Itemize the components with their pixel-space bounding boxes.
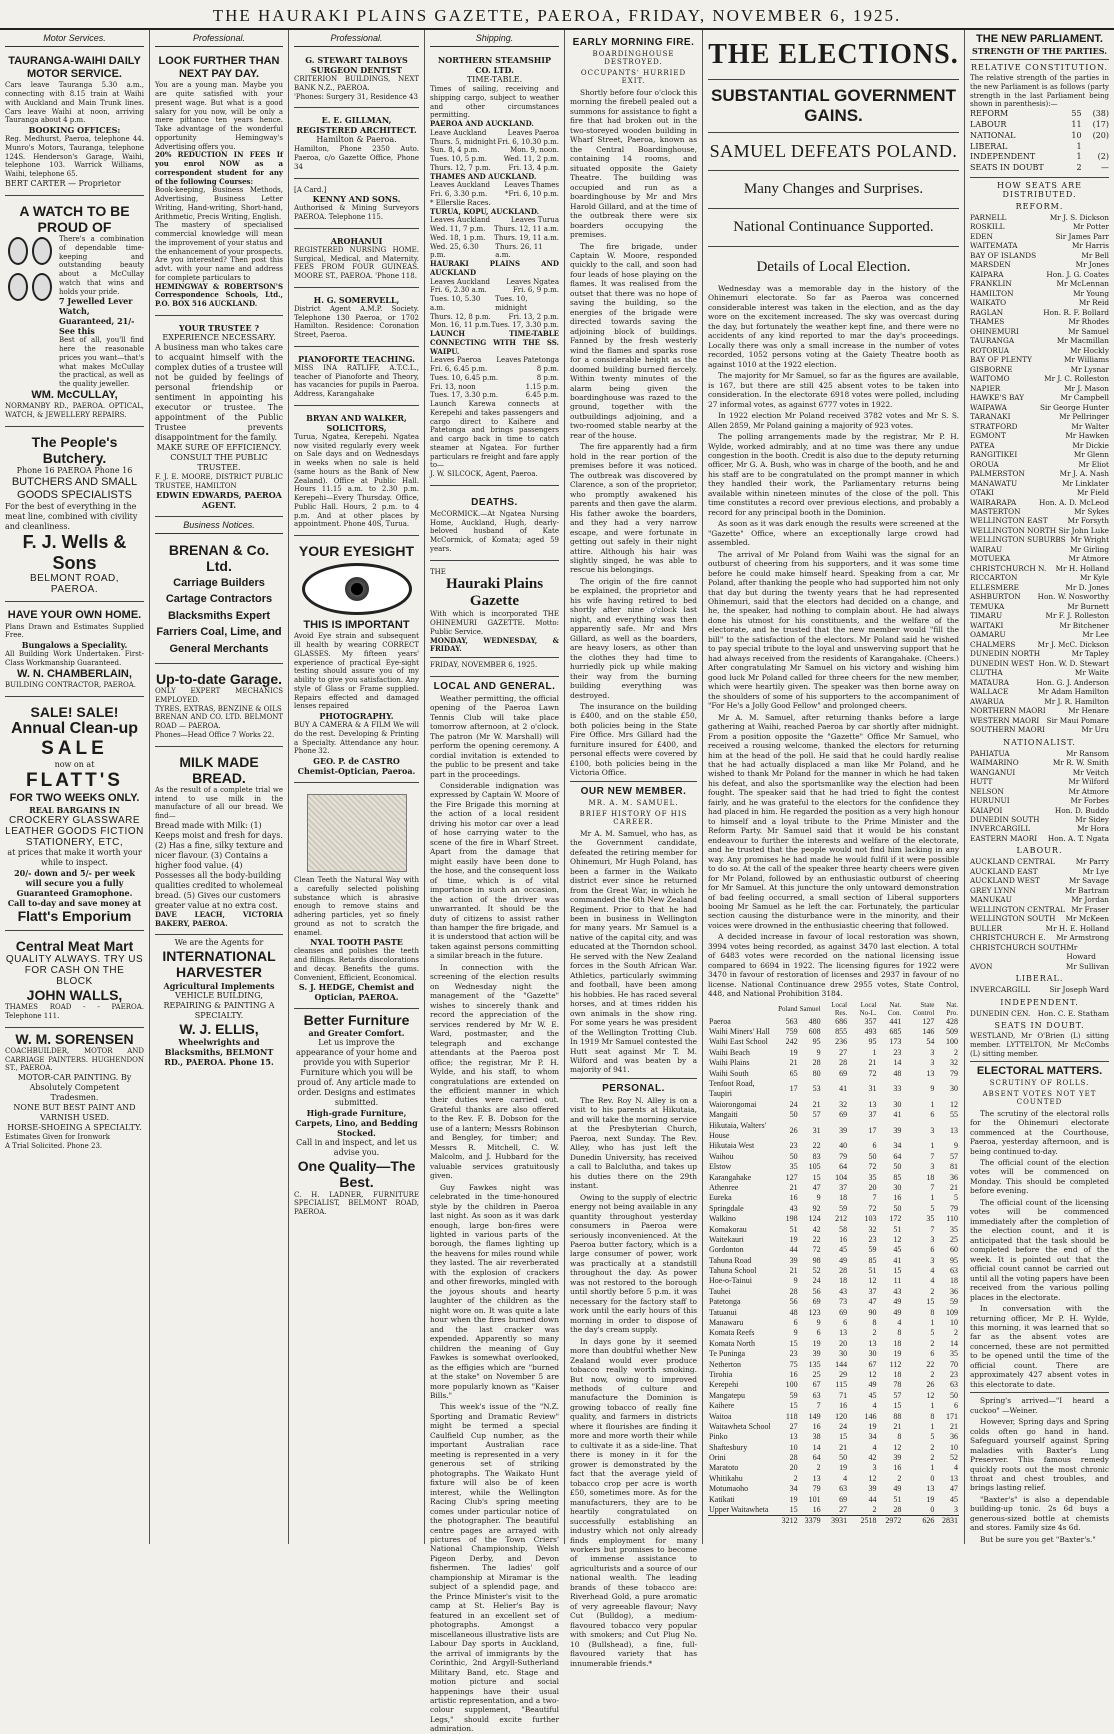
seat-row: ROTORUA Mr Hockly xyxy=(970,345,1109,355)
nationalist-seats xyxy=(970,749,1109,844)
column-professional-b xyxy=(289,30,425,1544)
seat-row: OROUA Mr Eliot xyxy=(970,459,1109,469)
article-personal: PERSONAL. The Rev. Roy N. Alley is on a visit to his parents at Hikutaia, and will take the morning service at the Presbyterian Church, Paeroa, next Sunday. The Rev. Alley, who has just left the Dunedin University, has received a call to Balclutha, and takes up his duties there on the 29th instant. Owing to the supply of electric energy not being available in any quantity throughout yesterday consumers in Paeroa were seriously inconvenienced. At the Paeroa butter factory, which is a large consumer of power, work was practically at a standstill throughout the day. As power was not restored to the borough until shortly before 5 p.m. it was necessary for the factory staff to work until the early hours of this morning in order to dispose of the day's cream supply. In days gone by it seemed more than doubtful whether New Zealand would ever produce tobacco really worth smoking. But now, owing to improved methods of culture and manufacture the Dominion is growing tobacco of really fine quality, and farmers in districts where it flourishes are finding it more and more worth their while to cultivate it as a side-line. That there is money in it for the grower is demonstrated by the fact that the average yield of tobacco crop per acre is worth £50, sometimes more. As for the manufacturers, they are to be heartily congratulated on successfully establishing an industry which not only already finds employment for many workers but promises to become of immense assistance to agriculturists and a source of our national wealth. The leading brands of these tobacco are: Riverhead Gold, a pure aromatic of very agreeable flavour; Navy Cut (Bulldog), a medium-flavoured tobacco very popular with smokers; and Cut Plug No. 10 (Bullshead), a fine, full-flavoured variety that has innumerable friends.* xyxy=(570,1082,697,1668)
seat-row: RICCARTON Mr Kyle xyxy=(970,573,1109,583)
seat-row: OAMARU Mr Lee xyxy=(970,630,1109,640)
timetable-turua xyxy=(430,216,559,260)
timetable-row: Wed. 11, 7 p.m. Thurs. 12, 11 a.m. xyxy=(430,225,559,233)
table-row: Springdale 43 92 59 72 50 5 79 xyxy=(709,1203,958,1213)
seat-row: AUCKLAND CENTRAL Mr Parry xyxy=(970,857,1109,867)
seat-row: TEMUKA Mr Burnett xyxy=(970,601,1109,611)
ad-ellis: We are the Agents for INTERNATIONAL HARVESTER Agricultural Implements VEHICLE BUILDING, REPAIRING & PAINTING A SPECIALTY. W. J. ELLIS, Wheelwrights and Blacksmiths, BELMONT RD., PAEROA. Phone 15. xyxy=(162,938,276,1067)
seat-row: HUTT Mr Wilford xyxy=(970,777,1109,787)
deaths-notice: DEATHS. McCORMICK.—At Ngatea Nursing Home, Auckland, Hugh, dearly-beloved husband of Kate McCormick, of Komata; aged 59 years. xyxy=(430,489,559,561)
seat-row: STRATFORD Mr Walter xyxy=(970,421,1109,431)
seat-row: BAY OF PLENTY Mr Williams xyxy=(970,355,1109,365)
seat-row: EASTERN MAORI Hon. A. T. Ngata xyxy=(970,833,1109,843)
ad-chamberlain: HAVE YOUR OWN HOME. Plans Drawn and Estimates Supplied Free. Bungalows a Speciality. All Building Work Undertaken. First-Class Workmanship Guaranteed. W. N. CHAMBERLAIN, BUILDING CONTRACTOR, PAEROA. xyxy=(5,605,144,696)
timetable-row: Fri. 6, 6.45 p.m. 8 p.m. xyxy=(430,365,559,373)
ad-eyesight: YOUR EYESIGHT THIS IS IMPORTANT Avoid Eye strain and subsequent ill health by wearing CORRECT GLASSES. My fifteen years' experience of practical Eye-sight testing should assure you of my ability to give you satisfaction. Any style of Glass or Frame supplied. Repairs effected and damaged lenses repaired PHOTOGRAPHY. BUY A CAMERA & A FILM We will do the rest. Developing & Printing a Specialty. Attendance any hour. Phone 32. GEO. P. de CASTRO Chemist-Optician, Paeroa. xyxy=(294,539,419,783)
ad-central-meat-mart: Central Meat Mart QUALITY ALWAYS. TRY US FOR CASH ON THE BLOCK JOHN WALLS, THAMES ROAD - - PAEROA. Telephone 111. xyxy=(5,934,144,1028)
seat-row: WAIKATO Mr Reid xyxy=(970,298,1109,308)
table-header: State Control xyxy=(912,1000,935,1017)
seat-row: WAITEMATA Mr Harris xyxy=(970,241,1109,251)
seat-row: WELLINGTON NORTH Sir John Luke xyxy=(970,525,1109,535)
seat-row: AUCKLAND WEST Mr Savage xyxy=(970,876,1109,886)
column-header: Professional. xyxy=(294,33,419,47)
table-row: Mangaiti 50 57 69 37 41 6 55 xyxy=(709,1110,958,1120)
party-strength-row: SEATS IN DOUBT 2 — xyxy=(970,163,1109,173)
ad-gillman: E. E. GILLMAN, REGISTERED ARCHITECT. Hamilton & Paeroa. Hamilton, Phone 2350 Auto. Paeroa, c/o Gazette Office, Phone 34 xyxy=(294,111,419,178)
seat-row: MASTERTON Mr Sykes xyxy=(970,506,1109,516)
table-row: Komata North 15 19 20 13 18 2 14 xyxy=(709,1338,958,1348)
table-row: Tirohia 16 25 29 12 18 2 23 xyxy=(709,1369,958,1379)
headline: SAMUEL DEFEATS POLAND. xyxy=(708,133,959,171)
table-row: Tenfoot Road, Taupiri 17 53 41 31 33 9 30 xyxy=(709,1079,958,1099)
seat-row: WESTERN MAORI Sir Maui Pomare xyxy=(970,715,1109,725)
seat-row: NAPIER Mr J. Mason xyxy=(970,383,1109,393)
ad-flatts-sale: SALE! SALE! Annual Clean-up SALE now on at FLATT'S FOR TWO WEEKS ONLY. REAL BARGAINS IN CROCKERY GLASSWARE LEATHER GOODS FICTION STATIONERY, ETC, at prices that make it worth your while to inspect. 20/- down and 5/- per week will secure you a fully Guaranteed Gramophone. Call to-day and save money at Flatt's Emporium xyxy=(5,700,144,931)
table-row: 3212 3379 3931 2518 2972 626 2831 xyxy=(708,1516,959,1527)
ad-ladner-furniture: Better Furniture and Greater Comfort. Let us improve the appearance of your home and provide you with Superior Furniture which you will be proud of. Any article made to order. Designs and estimates submitted. High-grade Furniture, Carpets, Lino, and Bedding Stocked. Call in and inspect, and let us advise you. One Quality—The Best. C. H. LADNER, FURNITURE SPECIALIST, BELMONT ROAD, PAEROA. xyxy=(294,1012,419,1217)
table-row: Elstow 35 105 64 72 50 3 81 xyxy=(709,1162,958,1172)
seat-row: CHRISTCHURCH N. Mr H. Holland xyxy=(970,563,1109,573)
table-header: Poland xyxy=(778,1004,798,1013)
column-header: Professional. xyxy=(155,33,283,47)
newspaper-page xyxy=(0,30,1114,1734)
column-elections: THE ELECTIONS. SUBSTANTIAL GOVERNMENT GAINS. SAMUEL DEFEATS POLAND. Many Changes and Surprises. National Continuance Supported. Details of Local Election. Wednesday was a memorable day in the history of the Ohinemuri electorate. So far as Paeroa was concerned considerable interest was taken in the election, and as the day wore on the excitement increased. The sky was overcast during the day, but fortunately the weather kept fine, and there were no accidents of any kind reported to mar the day's proceedings. Locally there was only a small increase in the number of votes recorded, 1052 persons voting at the Gaiety Theatre booth as against 1010 at the 1922 election. The majority for Mr Samuel, so far as the figures are available, is 167, but there are still 425 absent votes to be taken into consideration. In the electorate 6918 votes were polled, including 27 informal votes, as against 6777 votes in 1922. In 1922 election Mr Poland received 3782 votes and Mr S. S. Allen 2859, Mr Poland gaining a majority of 923 votes. The polling arrangements made by the registrar, Mr P. H. Wylde, worked admirably, and at no time was there any undue congestion in the booth. Credit is also due to the deputy returning officer, Mr G. A. Bush, who was in charge of the booth, and he and his staff are to be congratulated on the prompt manner in which they handled their work, the Parliamentary returns being available within nineteen minutes of the close of the poll. This time constitutes a record over previous elections, and probably a record for any principal booth in the Dominion. As soon as it was dark enough the results were screened at the "Gazette" Office, where an exceptionally large crowd had assembled. The arrival of Mr Poland from Waihi was the signal for an outburst of cheering from his supporters, and it was some time before he could make himself heard. Speaking from a car, Mr Poland, after thanking the people who had supported him not only that day but during the twenty years that he had represented Ohinemuri, said that the electors had decided on a change, and he, the speaker, had nothing to complain about. He had always done his utmost for his constituents, and the welfare of the electorate, and he trusted that the new member would "fill the bill" to the satisfaction of the electors. Mr Poland said he wished to pay special tribute to the loyal and unswerving support that he had always received from the residents of Karangahake. (Cheers.) After congratulating Mr Samuel on his victory and wishing him good luck Mr Poland called for three cheers for the new member, which were heartily given. The speaker was then borne away on the shoulders of some of his supporters to the accompaniment of "For He's a Jolly Good Fellow" and prolonged cheers. Mr A. M. Samuel, after returning thanks before a large gathering at Waihi, reached Paeroa by car shortly after midnight. From a position opposite the "Gazette" Office Mr Samuel, who received a rousing welcome, thanked the electors for returning him at the head of the poll. He said that he could hardly realise that he had actually displaced a man like Mr Poland, and he wished to thank Mr Poland for the manner in which he had taken his defeat, and also the sportsmanlike way the election had been fought. The speaker said that he had tried to fight the contest fairly, and he was grateful to the electors for the confidence they had placed in him. He regarded the position as a very high honour to himself and a loyal tribute to the Prime Minister and the Reform Party. Mr Samuel said that it would be his constant endeavour to further the interests and welfare of the electorate, and he trusted that the people would not find him lacking in any way. Any promises he had made he would fulfil if it were possible to do so. At the call of the speaker three hearty cheers were given for Mr Poland, followed by an enthusiastic outburst of cheering for Mr Samuel. At this juncture the only untoward demonstration of bad feeling occurred, a small section of Liberal supporters booing Mr Samuel as he left the car. Fortunately, the particular section causing the disturbance were in the minority, and their voices were drowned in the enthusiastic cheering that followed. A decided increase in favour of local restoration was shown, 3994 votes being recorded, as against 3470 last election. A total of 6483 votes were recorded on the national licensing issue compared to 6694 in 1922. The licensing figures for 1922 were 3470 in favour of restoration of licenses and 2937 in favour of no license. National Continuance drew 2955 votes, State Control, 448, and National Prohibition 3184. Poland Samuel Local Res. Local No-L. Nat. Con. State Control Nat. Pro. Paeroa 563 480 686 357 441 127 428 Waihi Miners' Hall 759 608 855 493 685 146 509 Waihi East School 242 95 236 95 173 54 100 Waihi Beach 19 9 27 1 23 3 2 Waihi Plains 21 28 28 21 14 3 32 Waihi South 65 80 69 72 48 13 79 Tenfoot Road, Taupiri 17 53 41 31 33 9 30 Waiorongomai 24 21 32 13 30 1 12 Mangaiti 50 57 69 37 41 6 55 Hikutaia, Walters' House 26 31 39 17 39 3 13 Hikutaia West 23 22 40 6 34 1 9 Waihou 50 83 79 50 64 7 57 Elstow 35 105 64 72 50 3 81 Karangahake 127 15 104 35 85 18 36 Athenree 21 47 37 20 30 7 21 Eureka 16 9 18 7 16 1 5 Springdale 43 92 59 72 50 5 79 Walkino 198 124 212 103 172 35 110 Komakorau 51 42 58 32 51 7 35 Waitekauri 19 22 16 23 12 3 25 Gordonton 44 72 45 59 45 6 60 Tahuna Road 39 98 49 85 41 3 95 Tahuna School 21 52 28 51 15 4 63 Hoe-o-Tainui 9 24 18 12 11 4 18 Tauhei 28 56 43 37 43 2 36 Patetonga 56 69 73 47 49 15 59 Tatuanui 48 123 69 90 49 8 109 Manawaru 6 9 6 8 4 1 10 Komata Reefs 9 6 13 2 8 5 2 Komata North 15 19 20 13 18 2 14 Te Puninga 23 39 30 30 19 6 35 Netherton 75 135 144 67 112 22 70 Tirohia 16 25 29 12 18 2 23 Kerepehi 100 67 115 49 78 26 63 Mangatepu 59 63 71 45 57 12 50 Kaihere 15 7 16 4 15 1 6 Waitoa 118 149 120 146 88 8 171 Waitawheta School 27 16 24 19 21 1 21 Pinko 13 38 15 34 8 5 36 Shaftesbury 10 14 21 4 12 2 10 Orini 28 64 50 42 39 2 52 Maratoto 20 2 19 3 16 1 4 Whitikahu 2 13 4 12 2 0 13 Motumaoho 34 79 63 39 49 13 47 Katikati 19 101 69 44 51 19 45 Upper Waitawheta 15 16 27 2 28 0 3 3212 3379 3931 2518 2972 626 2831 xyxy=(703,30,965,1544)
election-results-table xyxy=(708,1001,959,1527)
timetable-row: Sun. 8, 4 p.m. Mon. 9, noon. xyxy=(430,146,559,155)
man-brushing-teeth-illustration xyxy=(307,794,407,872)
seat-row: BAY OF ISLANDS Mr Bell xyxy=(970,250,1109,260)
table-row: Komata Reefs 9 6 13 2 8 5 2 xyxy=(709,1328,958,1338)
table-row: Hoe-o-Tainui 9 24 18 12 11 4 18 xyxy=(709,1276,958,1286)
watch-icon xyxy=(32,237,52,265)
table-row: Walkino 198 124 212 103 172 35 110 xyxy=(709,1214,958,1224)
page-title: THE ELECTIONS. xyxy=(708,33,959,80)
ad-nyal-toothpaste: Clean Teeth the Natural Way with a carefully selected polishing substance which is abrasive enough to remove stains and adhering particles, yet so finely ground as not to scratch the enamel. NYAL TOOTH PASTE cleanses and polishes the teeth and fillings. Retards discolorations and decay. Benefits the gums. Convenient, Efficient, Economical. S. J. HEDGE, Chemist and Optician, PAEROA. xyxy=(294,786,419,1009)
seat-row: WAIMARINO Mr R. W. Smith xyxy=(970,758,1109,768)
table-row: Waiorongomai 24 21 32 13 30 1 12 xyxy=(709,1099,958,1109)
table-row: Hikutaia West 23 22 40 6 34 1 9 xyxy=(709,1141,958,1151)
column-header: Shipping. xyxy=(430,33,559,47)
column-shipping-local xyxy=(425,30,565,1734)
table-row: Patetonga 56 69 73 47 49 15 59 xyxy=(709,1297,958,1307)
ad-sorensen: W. M. SORENSEN COACHBUILDER, MOTOR AND CARRIAGE PAINTERS. HUGHENDON ST., PAEROA. MOTOR-CAR PAINTING. By Absolutely Competent Tradesmen. NONE BUT BEST PAINT AND VARNISH USED. HORSE-SHOEING A SPECIALTY. Estimates Given for Ironwork A Trial Solicited. Phone 23. xyxy=(5,1030,144,1150)
seat-row: ASHBURTON Hon. W. Nosworthy xyxy=(970,592,1109,602)
table-row: Gordonton 44 72 45 59 45 6 60 xyxy=(709,1245,958,1255)
table-row: Kerepehi 100 67 115 49 78 26 63 xyxy=(709,1380,958,1390)
ad-bryan-walker: BRYAN AND WALKER, SOLICITORS, Turua, Ngatea, Kerepehi. Ngatea now visited regularly every week on Sale days and on Wednesdays in weeks when no sale is held (same hours as the Bank of New Zealand). Office at Public Hall. Hours 11.15 a.m. to 2.30 p.m. Kerepehi—Every Thursday. Office, Public Hall. Hours, 2 p.m. to 4 p.m. And at other places by appointment. Phone 40S, Turua. xyxy=(294,409,419,536)
table-row: Tauhei 28 56 43 37 43 2 36 xyxy=(709,1286,958,1296)
seat-row: TAURANGA Mr Macmillan xyxy=(970,336,1109,346)
timetable-row: Thurs. 12, 8 p.m. Fri. 13, 2 p.m. xyxy=(430,312,559,321)
seat-row: RANGITIKEI Mr Glenn xyxy=(970,450,1109,460)
table-row: Karangahake 127 15 104 35 85 18 36 xyxy=(709,1172,958,1182)
column-motor-services xyxy=(0,30,150,1544)
table-row: Tahuna School 21 52 28 51 15 4 63 xyxy=(709,1266,958,1276)
seat-row: HAWKE'S BAY Mr Campbell xyxy=(970,393,1109,403)
watch-icon xyxy=(8,273,28,301)
seat-row: WAIPAWA Sir George Hunter xyxy=(970,402,1109,412)
table-row: Waitekauri 19 22 16 23 12 3 25 xyxy=(709,1234,958,1244)
column-professional-a xyxy=(150,30,289,1544)
article-fire: EARLY MORNING FIRE. BOARDINGHOUSE DESTROYED. OCCUPANTS' HURRIED EXIT. Shortly before four o'clock this morning the firebell pealed out a summons for assistance to fight a fire that had broken out in the two-storeyed wooden building in Wharf Street, Paeroa, known as the Central Boardinghouse, containing 14 rooms, and situated opposite the Gaiety Theatre. The building was occupied and run as a boardinghouse by Mr and Mrs Harold Gillard, and at the time of the outbreak there were six boarders occupying the premises. The fire brigade, under Captain W. Moore, responded quickly to the call, and soon had four leads of hose playing on the flames. It was realised from the outset that there was no hope of saving the building, so the energies of the brigade were directed towards saving the adjoining block of buildings. Fanned by the fresh westerly wind the flames and sparks rose for a considerable height as the doomed building burned fiercely. Within twenty minutes of the alarm being given the boardinghouse was razed to the ground, together with the outbuildings adjoining, and a two-roomed stable nearby at the rear of the house. The fire apparently had a firm hold in the rear portion of the premises before it was noticed. The outbreak was discovered by Clarence, a son of the proprietor, who promptly awakened his parents and then gave the alarm. His father awoke the boarders, and they had a very narrow escape, and were fortunate in getting out safely in their night attire. Although his hair was slightly singed, he was able to rescue his belongings. The origin of the fire cannot be explained, the proprietor and his wife having retired to bed shortly after nine o'clock last night, and everything was then apparently safe. Mr and Mrs Gillard, as well as the boarders, are heavy losers, as other than the clothes they had time to hurriedly pick up while making their way from the burning building everything was destroyed. The insurance on the building is £400, and on the stable £50, both policies being in the State Fire Office. Mrs Gillard had the furniture insured for £400, and personal effects were covered by £100, both policies being in the Victoria Office. xyxy=(570,37,697,778)
ad-garage: Up-to-date Garage. ONLY EXPERT MECHANICS EMPLOYED. TYRES, EXTRAS, BENZINE & OILS BRENAN AND CO. LTD. BELMONT ROAD — PAEROA. Phones—Head Office 7 Works 22. xyxy=(155,667,283,747)
seat-row: EDEN Sir James Parr xyxy=(970,231,1109,241)
eye-illustration xyxy=(302,563,412,615)
seat-row: KAIAPOI Hon. D. Buddo xyxy=(970,805,1109,815)
table-row: Tatuanui 48 123 69 90 49 8 109 xyxy=(709,1307,958,1317)
timetable-row: Thurs. 12, 7 p.m. Fri. 13, 4 p.m. xyxy=(430,163,559,172)
table-row: Kaihere 15 7 16 4 15 1 6 xyxy=(709,1401,958,1411)
seat-row: MARSDEN Mr Jones xyxy=(970,260,1109,270)
table-row: Orini 28 64 50 42 39 2 52 xyxy=(709,1453,958,1463)
timetable-row: Leaves Auckland Leaves Thames xyxy=(430,181,559,190)
timetable-row: Fri. 6, 2.30 a.m. Fri. 6, 9 p.m. xyxy=(430,286,559,295)
ad-pianoforte: PIANOFORTE TEACHING. MISS INA RATLIFF, A.T.C.L., teacher of Pianoforte and Theory, has vacancies for pupils in Paeroa. Address, Karangahake xyxy=(294,350,419,406)
seat-row: PATEA Mr Dickie xyxy=(970,440,1109,450)
seat-row: CLUTHA Mr Waite xyxy=(970,668,1109,678)
table-row: Waihi Miners' Hall 759 608 855 493 685 146 509 xyxy=(709,1027,958,1037)
watch-illustration xyxy=(5,235,55,389)
seat-row: HAMILTON Mr Young xyxy=(970,288,1109,298)
table-row: Tahuna Road 39 98 49 85 41 3 95 xyxy=(709,1255,958,1265)
table-row: Waihi South 65 80 69 72 48 13 79 xyxy=(709,1068,958,1078)
timetable-row: Thurs. 5, midnight Fri. 6, 10.30 p.m. xyxy=(430,137,559,146)
seat-row: PAHIATUA Mr Ransom xyxy=(970,748,1109,758)
party-strength-row: LABOUR 11 (17) xyxy=(970,119,1109,129)
seat-row: DUNEDIN CEN. Hon. C. E. Statham xyxy=(970,1008,1109,1018)
table-header: Local No-L. xyxy=(859,1000,877,1017)
section-title: ELECTORAL MATTERS. xyxy=(976,1065,1103,1078)
seat-row: BULLER Mr H. E. Holland xyxy=(970,923,1109,933)
independent-seats xyxy=(970,1009,1109,1018)
column-header: Motor Services. xyxy=(5,33,144,47)
seat-row: WAIRAU Mr Girling xyxy=(970,544,1109,554)
seat-row: EGMONT Mr Hawken xyxy=(970,431,1109,441)
seat-row: PARNELL Mr J. S. Dickson xyxy=(970,212,1109,222)
table-row: Waihi Plains 21 28 28 21 14 3 32 xyxy=(709,1058,958,1068)
headline: National Continuance Supported. xyxy=(708,209,959,247)
seat-row: FRANKLIN Mr McLennan xyxy=(970,279,1109,289)
ad-somervell: H. G. SOMERVELL, District Agent A.M.P. Society. Telephone 130 Paeroa, or 1702 Hamilton. Residence: Coronation Street, Paeroa. xyxy=(294,291,419,347)
timetable-row: Leave Auckland Leaves Paeroa xyxy=(430,128,559,137)
watch-icon xyxy=(32,273,52,301)
table-header: Nat. Pro. xyxy=(946,1000,958,1017)
seat-row: WELLINGTON SUBURBS Mr Wright xyxy=(970,535,1109,545)
seat-row: INVERCARGILL Sir Joseph Ward xyxy=(970,985,1109,995)
seat-row: WELLINGTON SOUTH Mr McKeen xyxy=(970,914,1109,924)
article-local-and-general: LOCAL AND GENERAL. Weather permitting, the official opening of the Paeroa Lawn Tennis Club will take place tomorrow afternoon, at 2 o'clock. The patron (Mr W. Marshall) will perform the opening ceremony. A cordial invitation is extended to the public to be present and take part in the proceedings. Considerable indignation was expressed by Captain W. Moore of the Fire Brigade this morning at the action of a local resident driving his motor car over a lead of hose carrying water to the scene of the fire in Wharf Street. Apart from the damage that might easily have been done to the hose, and the consequent loss of time, which is of vital importance in such an occasion, the action of the driver was unwarranted. It should be the duty of citizens to assist rather than hamper the fire brigade, and it is understood that action will be taken against persons committing a similar breach in the future. In connection with the screening of the election results on Wednesday night the management of the "Gazette" wishes to sincerely thank and record the appreciation of the services rendered by Mr W. E. Ward, postmaster, and the telegraph and exchange attendants at the Paeroa post office; the registrar, Mr P. H. Wylde, and his staff, to whom congratulations are extended on the efficient manner in which their duties were carried out. Grateful thanks are also offered to the Rev. F. B. Dobson for the use of a lantern; Messrs Robinson and Bengley, for timber; and Messrs R. Mitchell, C. W. Malcolm, and J. Hubbard for the valuable services gratuitously given. Guy Fawkes night was celebrated in the time-honoured style by the children in Paeroa last night. As soon as it was dark enough, large bon-fires were lighted in various parts of the borough, the flames lighting up the heavens for miles round while they lasted. The air reverberated with the explosion of crackers and other fireworks, mingled with the joyous shouts and hearty laughter of the children as the night wore on. It was quite a late hour when the fires burned down and the last cracker was expended. Apparently so many children the meaning of Guy Fawkes is somewhat overlooked, as the effigies which are "burned at the stake" on November 5 are more popularly known as "Kaiser Bills." This week's issue of the "N.Z. Sporting and Dramatic Review" might be termed a special Caulfield Cup number, as the important Australian race meeting is represented in a very generous set of striking photographs. The Waikato Hunt fixture will also be of keen interest, while the Wellington Racing Club's spring meeting comes under particular notice of the photographer. The beautiful centre pages are arrayed with pictures of the Town Criers' National Championship, Welsh Pigeon Derby, and Devon fishermen. The ladies' golf championship at Miramar is the subject of a splendid page, and the Prince Minister's visit to the camp at St. Helier's Bay is featured in an excellent set of photographs. Amongst a miscellaneous illustrative lists are Labour Day sports in Auckland, the arrival of immigrants by the Corinthic, 2nd Argyll-Sutherland Military Band, etc. Stage and motion picture and social happenings have their usual artistic representation, and a two-colour supplement, "Beautiful Legs," should excite further admiration. xyxy=(430,680,559,1734)
ad-mccullay-watch: A WATCH TO BE PROUD OF There's a combination of dependable time-keeping and outstanding beauty about a McCullay watch that wins and holds your pride. 7 Jewelled Lever Watch, Guaranteed, 21/- See this Best of all, you'll find here the reasonable prices you want—that's what makes McCullay the practical, as well as the quality jeweller. WM. McCULLAY, NORMANBY RD., PAEROA. OPTICAL, WATCH, & JEWELLERY REPAIRS. xyxy=(5,199,144,427)
seat-row: MANUKAU Mr Jordan xyxy=(970,895,1109,905)
table-header: Local Res. xyxy=(831,1000,848,1017)
seat-row: GISBORNE Mr Lysnar xyxy=(970,364,1109,374)
timetable-row: Fri. 6, 3.30 p.m. *Fri. 6, 10 p.m. xyxy=(430,190,559,198)
timetable-row: Tues. 17, 3.30 p.m. 6.45 p.m. xyxy=(430,391,559,400)
timetable-row: Leaves Auckland Leaves Turua xyxy=(430,216,559,225)
seat-row: OTAKI Mr Field xyxy=(970,488,1109,498)
ad-tauranga-waihi: TAURANGA-WAIHI DAILY MOTOR SERVICE. Cars leave Tauranga 5.30 a.m., connecting with 8.15 train at Waihi with Auckland and Main Trunk lines. Cars leave Waihi at noon, arriving Tauranga about 4 p.m. BOOKING OFFICES: Reg. Medhurst, Paeroa, telephone 44. Munro's Motors, Tauranga, telephone 124S. Henderson's Garage, Waihi, telephone 103. Warrick Williams, Waihi, telephone 65. BERT CARTER — Proprietor xyxy=(5,51,144,196)
shipping-timetable: NORTHERN STEAMSHIP CO. LTD. TIME-TABLE. Times of sailing, receiving and shipping cargo, subject to weather and other circumstances permitting. PAEROA AND AUCKLAND. Leave Auckland Leaves Paeroa Thurs. 5, midnight Fri. 6, 10.30 p.m. Sun. 8, 4 p.m. Mon. 9, noon. Tues. 10, 5 p.m. Wed. 11, 2 p.m. Thurs. 12, 7 p.m. Fri. 13, 4 p.m. THAMES AND AUCKLAND. Leaves Auckland Leaves Thames Fri. 6, 3.30 p.m. *Fri. 6, 10 p.m. * Ellerslie Races. TURUA, KOPU, AUCKLAND. Leaves Auckland Leaves Turua Wed. 11, 7 p.m. Thurs. 12, 11 a.m. Wed. 18, 1 p.m. Thurs. 19, 11 a.m. Wed. 25, 6.30 p.m. Thurs. 26, 11 a.m. HAURAKI PLAINS AND AUCKLAND Leaves Auckland Leaves Ngatea Fri. 6, 2.30 a.m. Fri. 6, 9 p.m. Tues. 10, 5.30 a.m. Tues. 10, midnight Thurs. 12, 8 p.m. Fri. 13, 2 p.m. Mon. 16, 11 p.m. Tues. 17, 3.30 p.m. LAUNCH TIME-TABLE CONNECTING WITH THE SS. WAIPU. Leaves Paeroa Leaves Patetonga Fri. 6, 6.45 p.m. 8 p.m. Tues. 10, 6.45 p.m. 8 p.m. Fri. 13, noon 1.15 p.m. Tues. 17, 3.30 p.m. 6.45 p.m. Launch Karewa connects at Kerepehi and takes passengers and cargo direct to Kaihere and Patetonga and brings passengers and cargo back in time to catch steamer at Ngatea. For further particulars re freight and fare apply to— J. W. SILCOCK, Agent, Paeroa. xyxy=(430,51,559,486)
timetable-row: Mon. 16, 11 p.m. Tues. 17, 3.30 p.m. xyxy=(430,321,559,330)
timetable-row: Leaves Paeroa Leaves Patetonga xyxy=(430,356,559,365)
timetable-thames-auckland xyxy=(430,181,559,199)
ad-public-trustee: YOUR TRUSTEE ? EXPERIENCE NECESSARY. A business man who takes care to acquaint himself with the complex duties of a trustee will not be guided by feelings of personal friendship or sentiment in appointing his executor or trustee. The appointment of the Public Trustee prevents disappointment for the family. MAKE SURE OF EFFICIENCY. CONSULT THE PUBLIC TRUSTEE. F. J. E. MOORE, DISTRICT PUBLIC TRUSTEE, HAMILTON EDWIN EDWARDS, PAEROA AGENT. xyxy=(155,319,283,518)
timetable-hauraki-plains xyxy=(430,278,559,331)
timetable-row: Wed. 18, 1 p.m. Thurs. 19, 11 a.m. xyxy=(430,233,559,242)
table-row: Mangatepu 59 63 71 45 57 12 50 xyxy=(709,1390,958,1400)
seat-row: CHRISTCHURCH E. Mr Armstrong xyxy=(970,933,1109,943)
timetable-row: Tues. 10, 5 p.m. Wed. 11, 2 p.m. xyxy=(430,155,559,163)
table-row: Waihi Beach 19 9 27 1 23 3 2 xyxy=(709,1047,958,1057)
table-row: Pinko 13 38 15 34 8 5 36 xyxy=(709,1432,958,1442)
party-strength-list xyxy=(970,109,1109,174)
table-row: Netherton 75 135 144 67 112 22 70 xyxy=(709,1359,958,1369)
ad-kenny: [A Card.] KENNY AND SONS. Authorised & Mining Surveyors PAEROA. Telephone 115. xyxy=(294,182,419,229)
seat-row: DUNEDIN WEST Hon. W. D. Stewart xyxy=(970,658,1109,668)
timetable-row: Tues. 10, 6.45 p.m. 8 p.m. xyxy=(430,373,559,382)
article-new-member: OUR NEW MEMBER. MR. A. M. SAMUEL. BRIEF HISTORY OF HIS CAREER. Mr A. M. Samuel, who has, as the Government candidate, defeated the retiring member for Ohinemuri, Mr Hugh Poland, has been a farmer in the Waikato district ever since he returned from the Great War, in which he commanded the 6th New Zealand Regiment. Prior to that he had been in business in Wellington for many years. Mr Samuel is a native of the capital city, and was educated at the Thorndon school. He served with the New Zealand forces in the South African War. Athletics, particularly swimming and football, have been among his hobbies. He has raced several horses, and at times ridden his own animals in the show ring. For some years he was president of the Wellington Trotting Club. In 1919 Mr Samuel contested the Hutt seat against Mr T. M. Wilford and was beaten by a majority of 941. xyxy=(570,785,697,1075)
seat-row: ROSKILL Mr Potter xyxy=(970,222,1109,232)
seat-row: HURUNUI Mr Forbes xyxy=(970,796,1109,806)
seat-row: DUNEDIN SOUTH Mr Sidey xyxy=(970,815,1109,824)
liberal-seats xyxy=(970,985,1109,994)
party-strength-row: REFORM 55 (38) xyxy=(970,109,1109,119)
seat-row: KAIPARA Hon. J. G. Coates xyxy=(970,269,1109,279)
table-row: Waitawheta School 27 16 24 19 21 1 21 xyxy=(709,1421,958,1431)
seat-row: MANAWATU Mr Linklater xyxy=(970,478,1109,488)
headline: SUBSTANTIAL GOVERNMENT GAINS. xyxy=(708,80,959,133)
reform-seats xyxy=(970,213,1109,735)
table-row: Motumaoho 34 79 63 39 49 13 47 xyxy=(709,1484,958,1494)
seat-row: NELSON Mr Atmore xyxy=(970,786,1109,796)
party-strength-row: INDEPENDENT 1 (2) xyxy=(970,152,1109,162)
seat-row: WALLACE Mr Adam Hamilton xyxy=(970,687,1109,697)
gazette-nameplate: THE Hauraki Plains Gazette With which is incorporated THE OHINEMURI GAZETTE. Motto: Public Service. MONDAY, WEDNESDAY, & FRIDAY. FRIDAY, NOVEMBER 6, 1925. xyxy=(430,564,559,677)
seat-row: WELLINGTON EAST Mr Forsyth xyxy=(970,516,1109,526)
table-row: Maratoto 20 2 19 3 16 1 4 xyxy=(709,1463,958,1473)
table-row: Komakorau 51 42 58 32 51 7 35 xyxy=(709,1224,958,1234)
table-row: Paeroa 563 480 686 357 441 127 428 xyxy=(709,1016,958,1026)
seat-row: THAMES Mr Rhodes xyxy=(970,317,1109,327)
masthead xyxy=(0,0,1114,30)
column-header: Business Notices. xyxy=(155,520,283,534)
seat-row: OHINEMURI Mr Samuel xyxy=(970,326,1109,336)
column-parliament: THE NEW PARLIAMENT. STRENGTH OF THE PARTIES. RELATIVE CONSTITUTION. The relative strength of the parties in the new Parliament is as follows (party strength in the last Parliament being shown in parenthesis):— REFORM 55 (38) LABOUR 11 (17) NATIONAL 10 (20) LIBERAL 1 INDEPENDENT 1 (2) SEATS IN DOUBT 2 — HOW SEATS ARE DISTRIBUTED. REFORM. PARNELL Mr J. S. Dickson ROSKILL Mr Potter EDEN Sir James Parr WAITEMATA Mr Harris BAY OF ISLANDS Mr Bell MARSDEN Mr Jones KAIPARA Hon. J. G. Coates FRANKLIN Mr McLennan HAMILTON Mr Young WAIKATO Mr Reid RAGLAN Hon. R. F. Bollard THAMES Mr Rhodes OHINEMURI Mr Samuel TAURANGA Mr Macmillan ROTORUA Mr Hockly BAY OF PLENTY Mr Williams GISBORNE Mr Lysnar WAITOMO Mr J. C. Rolleston NAPIER Mr J. Mason HAWKE'S BAY Mr Campbell WAIPAWA Sir George Hunter TARANAKI Mr Pellringer STRATFORD Mr Walter EGMONT Mr Hawken PATEA Mr Dickie RANGITIKEI Mr Glenn OROUA Mr Eliot PALMERSTON Mr J. A. Nash MANAWATU Mr Linklater OTAKI Mr Field WAIRARAPA Hon. A. D. McLeod MASTERTON Mr Sykes WELLINGTON EAST Mr Forsyth WELLINGTON NORTH Sir John Luke WELLINGTON SUBURBS Mr Wright WAIRAU Mr Girling MOTUEKA Mr Atmore CHRISTCHURCH N. Mr H. Holland RICCARTON Mr Kyle ELLESMERE Mr D. Jones ASHBURTON Hon. W. Nosworthy TEMUKA Mr Burnett TIMARU Mr F. J. Rolleston WAITAKI Mr Bitchener OAMARU Mr Lee CHALMERS Mr J. McC. Dickson DUNEDIN NORTH Mr Tapley DUNEDIN WEST Hon. W. D. Stewart CLUTHA Mr Waite MATAURA Hon. G. J. Anderson WALLACE Mr Adam Hamilton AWARUA Mr J. R. Hamilton NORTHERN MAORI Mr Henare WESTERN MAORI Sir Maui Pomare SOUTHERN MAORI Mr Uru NATIONALIST. PAHIATUA Mr Ransom WAIMARINO Mr R. W. Smith WANGANUI Mr Veitch HUTT Mr Wilford NELSON Mr Atmore HURUNUI Mr Forbes KAIAPOI Hon. D. Buddo DUNEDIN SOUTH Mr Sidey INVERCARGILL Mr Hora EASTERN MAORI Hon. A. T. Ngata LABOUR. AUCKLAND CENTRAL Mr Parry AUCKLAND EAST Mr Lye AUCKLAND WEST Mr Savage GREY LYNN Mr Bartram MANUKAU Mr Jordan WELLINGTON CENTRAL Mr Fraser WELLINGTON SOUTH Mr McKeen BULLER Mr H. E. Holland CHRISTCHURCH E. Mr Armstrong CHRISTCHURCH SOUTH Mr Howard AVON Mr Sullivan LIBERAL. INVERCARGILL Sir Joseph Ward INDEPENDENT. DUNEDIN CEN. Hon. C. E. Statham SEATS IN DOUBT. WESTLAND, Mr O'Brien (L) sitting member. LYTTELTON, Mr McCombs (L) sitting member. ELECTORAL MATTERS. SCRUTINY OF ROLLS. ABSENT VOTES NOT YET COUNTED The scrutiny of the electoral rolls for the Ohinemuri electorate commenced at the Courthouse, Paeroa, yesterday afternoon, and is being continued to-day. The official count of the election votes will be commenced on Monday. This should be completed before evening. The official count of the licensing votes will be commenced immediately after the completion of the election count, and it is anticipated that the task should be completed before the end of the week. It is pointed out that the official count cannot be carried out until all the voting papers have been received from the various polling places in the electorate. In conversation with the returning officer, Mr P. H. Wylde, this morning, it was learned that so far as the absent votes are concerned, these are not permitted to be opened until the time of the official count. There are approximately 427 absent votes in this electorate to date. Spring's arrived—"I heard a cuckoo" —Weiner. However, Spring days and Spring colds often go hand in hand. Safeguard yourself against Spring maladies with Baxter's Lung Preserver. This famous remedy quickly roots out the most chronic throat and chest troubles, and brings lasting relief. "Baxter's" is also a dependable building-up tonic. 2s 6d buys a generous-sized bottle at chemists and stores. Family size 4s 6d. But be sure you get "Baxter's." xyxy=(970,33,1109,1544)
seat-row: AWARUA Mr J. R. Hamilton xyxy=(970,696,1109,706)
timetable-paeroa-auckland xyxy=(430,129,559,173)
timetable-row: Leaves Auckland Leaves Ngatea xyxy=(430,277,559,286)
ad-arohanui: AROHANUI REGISTERED NURSING HOME. Surgical, Medical, and Maternity. FEES FROM FOUR GUINEAS. MOORE ST., PAEROA. 'Phone 118. xyxy=(294,232,419,288)
table-row: Upper Waitawheta 15 16 27 2 28 0 3 xyxy=(709,1505,958,1515)
headline: Many Changes and Surprises. xyxy=(708,171,959,209)
timetable-row: Wed. 25, 6.30 p.m. Thurs. 26, 11 a.m. xyxy=(430,242,543,260)
seat-row: CHALMERS Mr J. McC. Dickson xyxy=(970,639,1109,649)
table-row: Manawaru 6 9 6 8 4 1 10 xyxy=(709,1318,958,1328)
table-row: Shaftesbury 10 14 21 4 12 2 10 xyxy=(709,1442,958,1452)
ad-hemingway: LOOK FURTHER THAN NEXT PAY DAY. You are a young man. Maybe you are quite satisfied with your present wage. But what is a good salary for you now, will be only a mere pittance ten years hence. Take advantage of the wonderful opportunity Hemingway's Advertising offers you. 20% REDUCTION IN FEES If you enrol NOW as a correspondent student for any of the following Courses: Book-keeping, Business Methods, Advertising, Business Letter Writing, Hand-writing, Short-hand, Arithmetic, Precis Writing, English. The mastery of specialised commercial knowledge will mean the improvement of your status and the enhancement of your prospects. Are you interested? Then post this advt. with your name and address for complete particulars to HEMINGWAY & ROBERTSON'S Correspondence Schools, Ltd., P.O. BOX 516 AUCKLAND. xyxy=(155,51,283,316)
seat-row: TARANAKI Mr Pellringer xyxy=(970,412,1109,422)
headline: Details of Local Election. xyxy=(756,259,911,275)
table-row: Waitoa 118 149 120 146 88 8 171 xyxy=(709,1411,958,1421)
table-header: Samuel xyxy=(799,1004,821,1013)
table-row: Hikutaia, Walters' House 26 31 39 17 39 3 13 xyxy=(709,1120,958,1140)
seat-row: PALMERSTON Mr J. A. Nash xyxy=(970,469,1109,479)
table-header xyxy=(708,1001,777,1017)
seat-row: WAITOMO Mr J. C. Rolleston xyxy=(970,374,1109,384)
party-strength-row: LIBERAL 1 xyxy=(970,141,1082,151)
section-title: THE NEW PARLIAMENT. xyxy=(976,33,1103,45)
labour-seats xyxy=(970,857,1109,971)
ad-brenan: BRENAN & Co. Ltd. Carriage Builders Cartage Contractors Blacksmiths Expert Farriers Coal, Lime, and General Merchants xyxy=(155,538,283,664)
column-news xyxy=(565,30,703,1668)
table-row: Waihi East School 242 95 236 95 173 54 100 xyxy=(709,1037,958,1047)
table-row: Te Puninga 23 39 30 30 19 6 35 xyxy=(709,1349,958,1359)
seat-row: WAIRARAPA Hon. A. D. McLeod xyxy=(970,497,1109,507)
seat-row: GREY LYNN Mr Bartram xyxy=(970,885,1109,895)
table-row: Waihou 50 83 79 50 64 7 57 xyxy=(709,1151,958,1161)
seat-row: MOTUEKA Mr Atmore xyxy=(970,554,1109,564)
table-row: Athenree 21 47 37 20 30 7 21 xyxy=(709,1182,958,1192)
watch-icon xyxy=(8,237,28,265)
seat-row: AVON Mr Sullivan xyxy=(970,961,1109,971)
table-row: Katikati 19 101 69 44 51 19 45 xyxy=(709,1494,958,1504)
ad-milk-bread: MILK MADE BREAD. As the result of a complete trial we intend to use milk in the manufacture of all our bread. We find— Bread made with Milk: (1) Keeps moist and fresh for days. (2) Has a fine, silky texture and nicer flavour. (3) Contains a higher food value. (4) Possesses all the body-building qualities credited to wholemeal bread. (5) Gives our customers greater value at no extra cost. DAVE LEACH, VICTORIA BAKERY, PAEROA. xyxy=(155,750,283,936)
table-header: Nat. Con. xyxy=(887,1000,902,1017)
seat-row: NORTHERN MAORI Mr Henare xyxy=(970,706,1109,716)
seat-row: WANGANUI Mr Veitch xyxy=(970,767,1109,777)
seat-row: DUNEDIN NORTH Mr Tapley xyxy=(970,649,1109,659)
ad-peoples-butchery: The People's Butchery. Phone 16 PAEROA Phone 16 BUTCHERS AND SMALL GOODS SPECIALISTS For the best of everything in the meat line, combined with civility and cleanliness. F. J. Wells & Sons BELMONT ROAD, PAEROA. xyxy=(5,430,144,603)
timetable-row: Tues. 10, 5.30 a.m. Tues. 10, midnight xyxy=(430,295,528,312)
seat-row: INVERCARGILL Mr Hora xyxy=(970,824,1109,834)
timetable-row: Fri. 13, noon 1.15 p.m. xyxy=(430,382,559,391)
ad-talboys: G. STEWART TALBOYS SURGEON DENTIST CRITERION BUILDINGS, NEXT BANK N.Z., PAEROA. 'Phones: Surgery 31, Residence 43 xyxy=(294,51,419,108)
seat-row: MATAURA Hon. G. J. Anderson xyxy=(970,677,1109,687)
seat-row: SOUTHERN MAORI Mr Uru xyxy=(970,725,1109,735)
party-strength-row: NATIONAL 10 (20) xyxy=(970,130,1109,140)
seat-row: RAGLAN Hon. R. F. Bollard xyxy=(970,307,1109,317)
seat-row: WELLINGTON CENTRAL Mr Fraser xyxy=(970,904,1109,914)
table-row: Whitikahu 2 13 4 12 2 0 13 xyxy=(709,1473,958,1483)
seat-row: WAITAKI Mr Bitchener xyxy=(970,620,1109,630)
table-row: Eureka 16 9 18 7 16 1 5 xyxy=(709,1193,958,1203)
seat-row: ELLESMERE Mr D. Jones xyxy=(970,582,1109,592)
seat-row: CHRISTCHURCH SOUTH Mr Howard xyxy=(970,942,1096,962)
seat-row: TIMARU Mr F. J. Rolleston xyxy=(970,611,1109,621)
timetable-launch xyxy=(430,356,559,400)
masthead-title: THE HAURAKI PLAINS GAZETTE, PAEROA, FRIDAY, NOVEMBER 6, 1925. xyxy=(212,6,902,25)
seat-row: AUCKLAND EAST Mr Lye xyxy=(970,866,1109,876)
